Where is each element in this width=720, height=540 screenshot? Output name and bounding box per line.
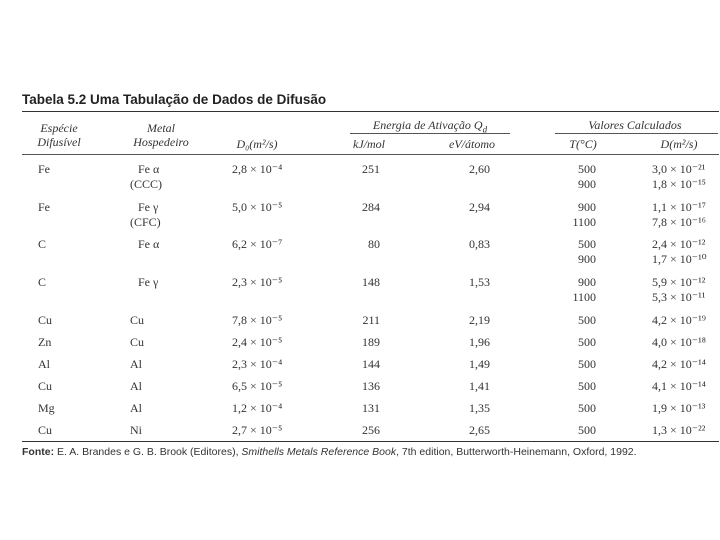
cell-d0: 2,7 × 10⁻⁵	[232, 423, 283, 437]
cell-ev: 1,53	[469, 275, 490, 289]
cell-t	[560, 275, 596, 305]
cell-ev: 1,41	[469, 379, 490, 393]
cell-d-line1: 3,0 × 10⁻²¹	[652, 162, 706, 176]
cell-especie: C	[38, 275, 47, 289]
cell-d0: 2,8 × 10⁻⁴	[232, 162, 283, 176]
cell-especie: Cu	[38, 313, 53, 327]
cell-t: 500	[578, 423, 596, 437]
cell-t-line1: 900	[578, 275, 596, 289]
cell-kj: 256	[362, 423, 380, 437]
header-metal	[118, 121, 204, 149]
cell-d-line1: 1,1 × 10⁻¹⁷	[652, 200, 706, 214]
cell-kj: 251	[362, 162, 380, 176]
header-kj: kJ/mol	[353, 137, 385, 151]
cell-t	[560, 162, 596, 192]
cell-ev: 1,35	[469, 401, 490, 415]
cell-t: 500	[578, 335, 596, 349]
cell-metal-line1: Fe α	[138, 162, 160, 176]
cell-metal: Al	[130, 357, 142, 371]
cell-ev: 2,60	[469, 162, 490, 176]
cell-d0: 2,3 × 10⁻⁴	[232, 357, 283, 371]
header-metal-line2: Hospedeiro	[133, 135, 189, 149]
cell-t-line2: 900	[578, 177, 596, 191]
cell-kj: 80	[368, 237, 380, 251]
cell-t: 500	[578, 401, 596, 415]
header-especie-line2: Difusível	[37, 135, 81, 149]
cell-ev: 1,49	[469, 357, 490, 371]
header-especie	[24, 121, 94, 149]
cell-ev: 0,83	[469, 237, 490, 251]
header-especie-line1: Espécie	[40, 121, 78, 135]
cell-d-line2: 5,3 × 10⁻¹¹	[652, 290, 706, 304]
source-note	[22, 446, 637, 458]
cell-especie: Cu	[38, 423, 53, 437]
cell-metal: Al	[130, 379, 142, 393]
header-energia-subscript: d	[482, 124, 488, 135]
cell-d: 4,1 × 10⁻¹⁴	[652, 379, 706, 393]
header-ev: eV/átomo	[449, 137, 495, 151]
cell-kj: 148	[362, 275, 380, 289]
cell-especie: C	[38, 237, 47, 251]
cell-d: 1,3 × 10⁻²²	[652, 423, 706, 437]
cell-t-line1: 500	[578, 237, 596, 251]
cell-especie: Al	[38, 357, 50, 371]
table-title: Tabela 5.2 Uma Tabulação de Dados de Difusão	[22, 92, 327, 107]
cell-t	[560, 200, 596, 230]
cell-d	[652, 237, 707, 267]
cell-metal-line2: (CCC)	[130, 177, 163, 191]
cell-kj: 284	[362, 200, 380, 214]
cell-t-line1: 500	[578, 162, 596, 176]
cell-especie: Fe	[38, 162, 50, 176]
cell-ev: 1,96	[469, 335, 490, 349]
cell-t-line2: 900	[578, 252, 596, 266]
cell-metal	[130, 200, 161, 230]
cell-kj: 144	[362, 357, 380, 371]
cell-d: 4,2 × 10⁻¹⁹	[652, 313, 706, 327]
cell-kj: 131	[362, 401, 380, 415]
cell-kj: 136	[362, 379, 380, 393]
cell-d0: 2,3 × 10⁻⁵	[232, 275, 283, 289]
cell-metal: Fe γ	[138, 275, 159, 289]
header-valores-group: Valores Calculados	[588, 118, 682, 132]
top-rule	[22, 111, 719, 112]
cell-especie: Mg	[38, 401, 55, 415]
cell-d0: 1,2 × 10⁻⁴	[232, 401, 283, 415]
cell-t: 500	[578, 357, 596, 371]
cell-metal: Al	[130, 401, 142, 415]
cell-d0: 2,4 × 10⁻⁵	[232, 335, 283, 349]
cell-ev: 2,65	[469, 423, 490, 437]
header-d0: D₀(m²/s)	[236, 137, 278, 151]
cell-kj: 211	[362, 313, 380, 327]
cell-d0: 5,0 × 10⁻⁵	[232, 200, 283, 214]
source-authors: E. A. Brandes e G. B. Brook (Editores),	[54, 446, 242, 458]
cell-metal-line1: Fe γ	[138, 200, 159, 214]
cell-metal-line2: (CFC)	[130, 215, 161, 229]
header-t: T(°C)	[569, 137, 597, 151]
cell-d-line2: 7,8 × 10⁻¹⁶	[652, 215, 706, 229]
cell-d-line2: 1,8 × 10⁻¹⁵	[652, 177, 706, 191]
header-bottom-rule	[22, 154, 719, 155]
header-d: D(m²/s)	[660, 137, 698, 151]
cell-especie: Zn	[38, 335, 52, 349]
cell-d	[652, 200, 706, 230]
source-book-title: Smithells Metals Reference Book	[241, 446, 397, 458]
cell-especie: Fe	[38, 200, 50, 214]
cell-d: 4,2 × 10⁻¹⁴	[652, 357, 706, 371]
valores-subrule	[555, 133, 718, 134]
source-edition: , 7th edition, Butterworth-Heinemann, Oxford, 1992.	[396, 446, 637, 458]
cell-t	[560, 237, 596, 267]
cell-t: 500	[578, 379, 596, 393]
cell-metal: Cu	[130, 335, 145, 349]
energia-subrule	[350, 133, 510, 134]
header-energia-text: Energia de Ativação Q	[372, 118, 483, 132]
cell-metal: Cu	[130, 313, 145, 327]
cell-d-line2: 1,7 × 10⁻¹⁰	[652, 252, 707, 266]
cell-metal: Ni	[130, 423, 142, 437]
cell-d: 4,0 × 10⁻¹⁸	[652, 335, 706, 349]
cell-d: 1,9 × 10⁻¹³	[652, 401, 706, 415]
cell-metal	[130, 162, 162, 192]
cell-t: 500	[578, 313, 596, 327]
cell-t-line2: 1100	[572, 215, 596, 229]
bottom-rule	[22, 441, 719, 442]
cell-metal: Fe α	[138, 237, 160, 251]
cell-d0: 7,8 × 10⁻⁵	[232, 313, 283, 327]
cell-ev: 2,19	[469, 313, 490, 327]
header-metal-line1: Metal	[147, 121, 175, 135]
cell-t-line1: 900	[578, 200, 596, 214]
cell-d	[652, 275, 705, 305]
cell-ev: 2,94	[469, 200, 490, 214]
cell-d0: 6,2 × 10⁻⁷	[232, 237, 283, 251]
cell-d	[652, 162, 706, 192]
cell-d-line1: 2,4 × 10⁻¹²	[652, 237, 706, 251]
cell-especie: Cu	[38, 379, 53, 393]
source-label: Fonte:	[22, 446, 55, 458]
cell-kj: 189	[362, 335, 380, 349]
cell-d0: 6,5 × 10⁻⁵	[232, 379, 283, 393]
cell-t-line2: 1100	[572, 290, 596, 304]
cell-d-line1: 5,9 × 10⁻¹²	[652, 275, 706, 289]
